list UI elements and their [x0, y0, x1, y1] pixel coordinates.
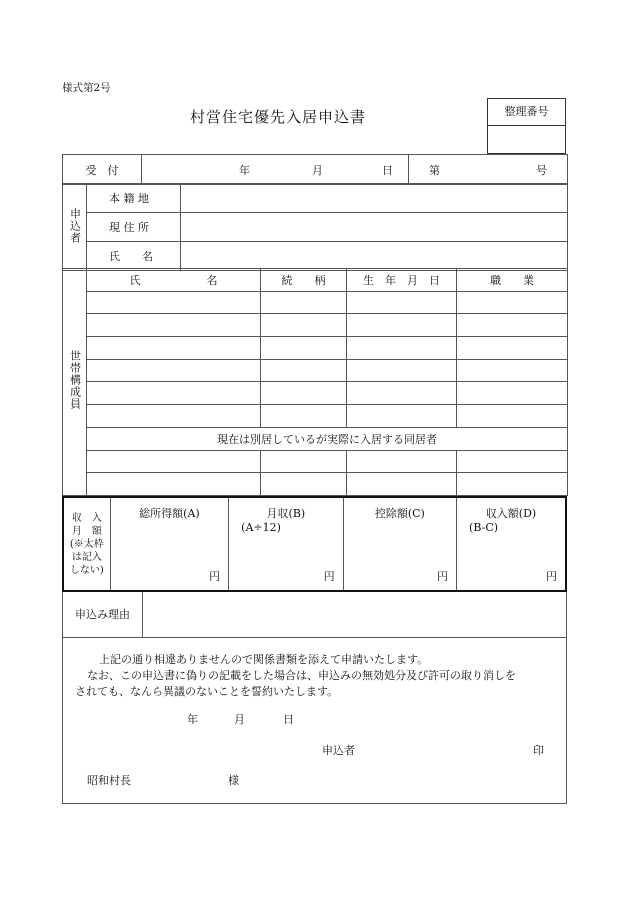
cohabitant-header: 現在は別居しているが実際に入居する同居者 — [87, 427, 568, 450]
total-income-cell[interactable] — [110, 497, 228, 591]
member-birthdate-cell[interactable] — [347, 405, 457, 428]
cohabitant-row — [63, 473, 568, 496]
day-label: 日 — [382, 164, 393, 177]
member-birthdate-cell[interactable] — [347, 359, 457, 382]
household-section — [62, 268, 568, 496]
mayor-label: 昭和村長 — [87, 774, 131, 787]
member-name-cell[interactable] — [87, 337, 261, 360]
member-relation-cell[interactable] — [261, 291, 347, 314]
name-label: 氏 名 — [87, 242, 181, 271]
member-name-cell[interactable] — [87, 314, 261, 337]
net-income-cell[interactable] — [457, 497, 566, 591]
member-relation-cell[interactable] — [261, 359, 347, 382]
member-relation-cell[interactable] — [261, 405, 347, 428]
applicant-side-label: 申込者 — [68, 207, 82, 244]
seal-label: 印 — [533, 744, 544, 757]
member-relation-cell[interactable] — [261, 382, 347, 405]
reception-date[interactable] — [142, 155, 409, 185]
reason-label: 申込み理由 — [63, 592, 143, 637]
total-income-label: 総所得額(A) — [139, 507, 200, 520]
member-birthdate-cell[interactable] — [347, 291, 457, 314]
member-name-cell[interactable] — [87, 473, 261, 496]
reception-number[interactable] — [409, 155, 568, 185]
form-number: 様式第2号 — [62, 82, 111, 94]
member-name-cell[interactable] — [87, 450, 261, 473]
declaration-line-3: されても、なんら異議のないことを誓約いたします。 — [75, 685, 339, 698]
honseki-label: 本 籍 地 — [87, 184, 181, 213]
col-birthdate-header: 生 年 月 日 — [347, 269, 457, 292]
member-row — [63, 314, 568, 337]
page-title: 村営住宅優先入居申込書 — [190, 108, 367, 126]
reason-row — [62, 592, 567, 638]
reference-number-label: 整理番号 — [488, 99, 565, 126]
member-row — [63, 359, 568, 382]
net-income-label: 収入額(D) — [485, 507, 537, 520]
member-row — [63, 291, 568, 314]
member-occupation-cell[interactable] — [457, 382, 568, 405]
member-relation-cell[interactable] — [261, 314, 347, 337]
col-occupation-header: 職 業 — [457, 269, 568, 292]
reason-field[interactable] — [143, 592, 566, 637]
address-label: 現 住 所 — [87, 213, 181, 242]
member-birthdate-cell[interactable] — [347, 382, 457, 405]
cohabitant-row — [63, 450, 568, 473]
reception-row — [62, 154, 568, 185]
yen-label: 円 — [323, 570, 335, 583]
income-section — [62, 496, 567, 592]
member-relation-cell[interactable] — [261, 473, 347, 496]
monthly-income-formula: (A÷12) — [241, 521, 281, 534]
date-day-label: 日 — [283, 713, 294, 726]
year-label: 年 — [239, 164, 250, 177]
declaration-section — [62, 638, 567, 804]
member-occupation-cell[interactable] — [457, 359, 568, 382]
declaration-line-2: なお、この申込書に偽りの記載をした場合は、申込みの無効処分及び許可の取り消しを — [87, 669, 516, 682]
yen-label: 円 — [437, 570, 449, 583]
monthly-income-cell[interactable] — [229, 497, 343, 591]
address-field[interactable] — [181, 213, 568, 242]
member-row — [63, 405, 568, 428]
member-occupation-cell[interactable] — [457, 337, 568, 360]
member-name-cell[interactable] — [87, 405, 261, 428]
income-side-label: 収 入 月 額 (※太枠 は記入 しない) — [63, 497, 110, 591]
reference-number-box — [487, 98, 566, 154]
yen-label: 円 — [546, 570, 557, 583]
member-row — [63, 337, 568, 360]
member-occupation-cell[interactable] — [457, 405, 568, 428]
member-name-cell[interactable] — [87, 291, 261, 314]
monthly-income-label: 月収(B) — [266, 507, 306, 520]
member-row — [63, 382, 568, 405]
member-relation-cell[interactable] — [261, 450, 347, 473]
sama-label: 様 — [228, 774, 239, 787]
member-birthdate-cell[interactable] — [347, 337, 457, 360]
applicant-sign-label: 申込者 — [322, 744, 355, 757]
month-label: 月 — [312, 164, 323, 177]
col-relation-header: 続 柄 — [261, 269, 347, 292]
member-birthdate-cell[interactable] — [347, 314, 457, 337]
honseki-field[interactable] — [181, 184, 568, 213]
go-label: 号 — [536, 164, 547, 177]
net-income-formula: (B-C) — [469, 521, 499, 534]
applicant-section — [62, 183, 568, 271]
date-month-label: 月 — [234, 713, 245, 726]
member-occupation-cell[interactable] — [457, 473, 568, 496]
col-name-header: 氏 名 — [87, 269, 261, 292]
member-occupation-cell[interactable] — [457, 314, 568, 337]
member-name-cell[interactable] — [87, 359, 261, 382]
deduction-cell[interactable] — [343, 497, 456, 591]
reception-label: 受 付 — [63, 155, 142, 185]
member-birthdate-cell[interactable] — [347, 473, 457, 496]
dai-label: 第 — [429, 164, 440, 177]
member-relation-cell[interactable] — [261, 337, 347, 360]
member-name-cell[interactable] — [87, 382, 261, 405]
member-birthdate-cell[interactable] — [347, 450, 457, 473]
member-occupation-cell[interactable] — [457, 450, 568, 473]
member-occupation-cell[interactable] — [457, 291, 568, 314]
yen-label: 円 — [209, 570, 221, 583]
household-side-label: 世帯構成員 — [68, 350, 82, 411]
date-year-label: 年 — [187, 713, 198, 726]
name-field[interactable] — [181, 242, 568, 271]
declaration-line-1: 上記の通り相違ありませんので関係書類を添えて申請いたします。 — [99, 653, 429, 666]
deduction-label: 控除額(C) — [374, 507, 425, 520]
